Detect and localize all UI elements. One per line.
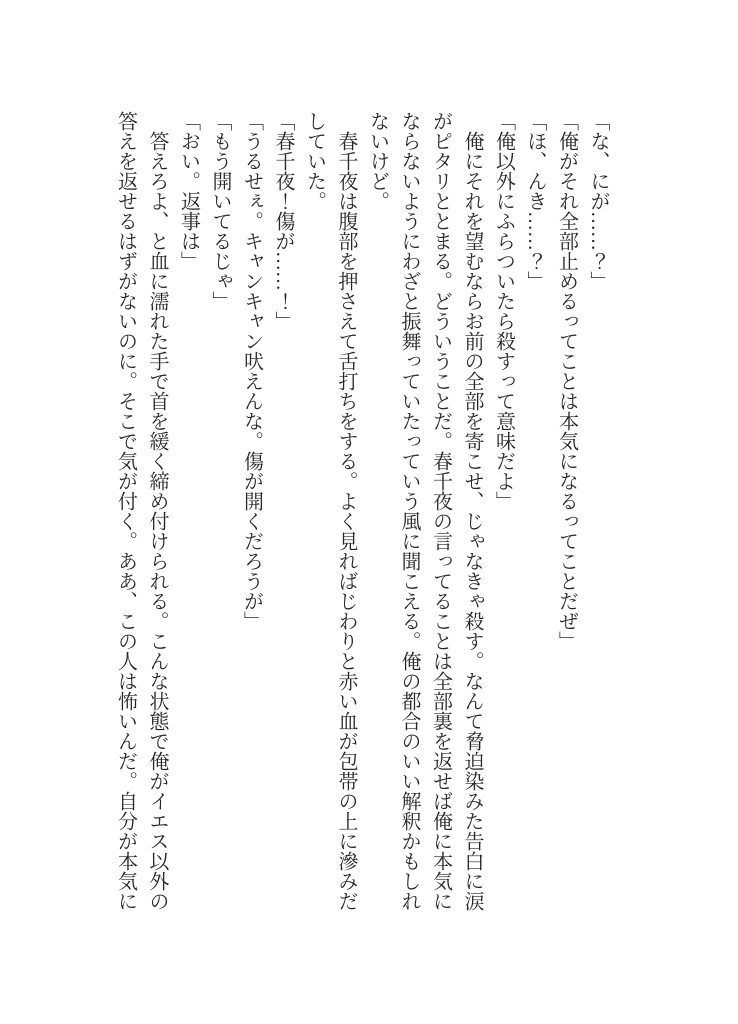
paragraph: 「俺がそれ全部止めるってことは本気になるってことだぜ」 [555, 111, 578, 651]
paragraph: 「おい。返事は」 [177, 111, 200, 271]
paragraph: 「春千夜！傷が……！」 [272, 111, 294, 331]
vertical-text-area [109, 111, 613, 911]
paragraph: 「俺以外にふらついたら殺すって意味だよ」 [492, 111, 515, 511]
paragraph: 「もう開いてるじゃ」 [209, 111, 231, 311]
paragraph: 「な、にが……？」 [587, 111, 609, 291]
paragraph: 「ほ、んき……？」 [524, 111, 546, 291]
paragraph: 俺にそれを望むならお前の全部を寄こせ、じゃなきゃ殺す。なんて脅迫染みた告白に涙がピタリととまる。どういうことだ。春千夜の言ってることは全部裏を返せば俺に本気にならないようにわざと振舞っていたっていう風に聞こえる。俺の都合のいい解釈かもしれないけど。 [366, 111, 483, 911]
paragraph: 答えろよ、と血に濡れた手で首を緩く締め付けられる。こんな状態で俺がイエス以外の答えを返せるはずがないのに。そこで気が付く。ああ、この人は怖いんだ。自分が本気に [114, 111, 168, 911]
paragraph: 「うるせぇ。キャンキャン吠えんな。傷が開くだろうが」 [240, 111, 263, 631]
paragraph: 春千夜は腹部を押さえて舌打ちをする。よく見ればじわりと赤い血が包帯の上に滲みだしていた。 [303, 111, 357, 911]
